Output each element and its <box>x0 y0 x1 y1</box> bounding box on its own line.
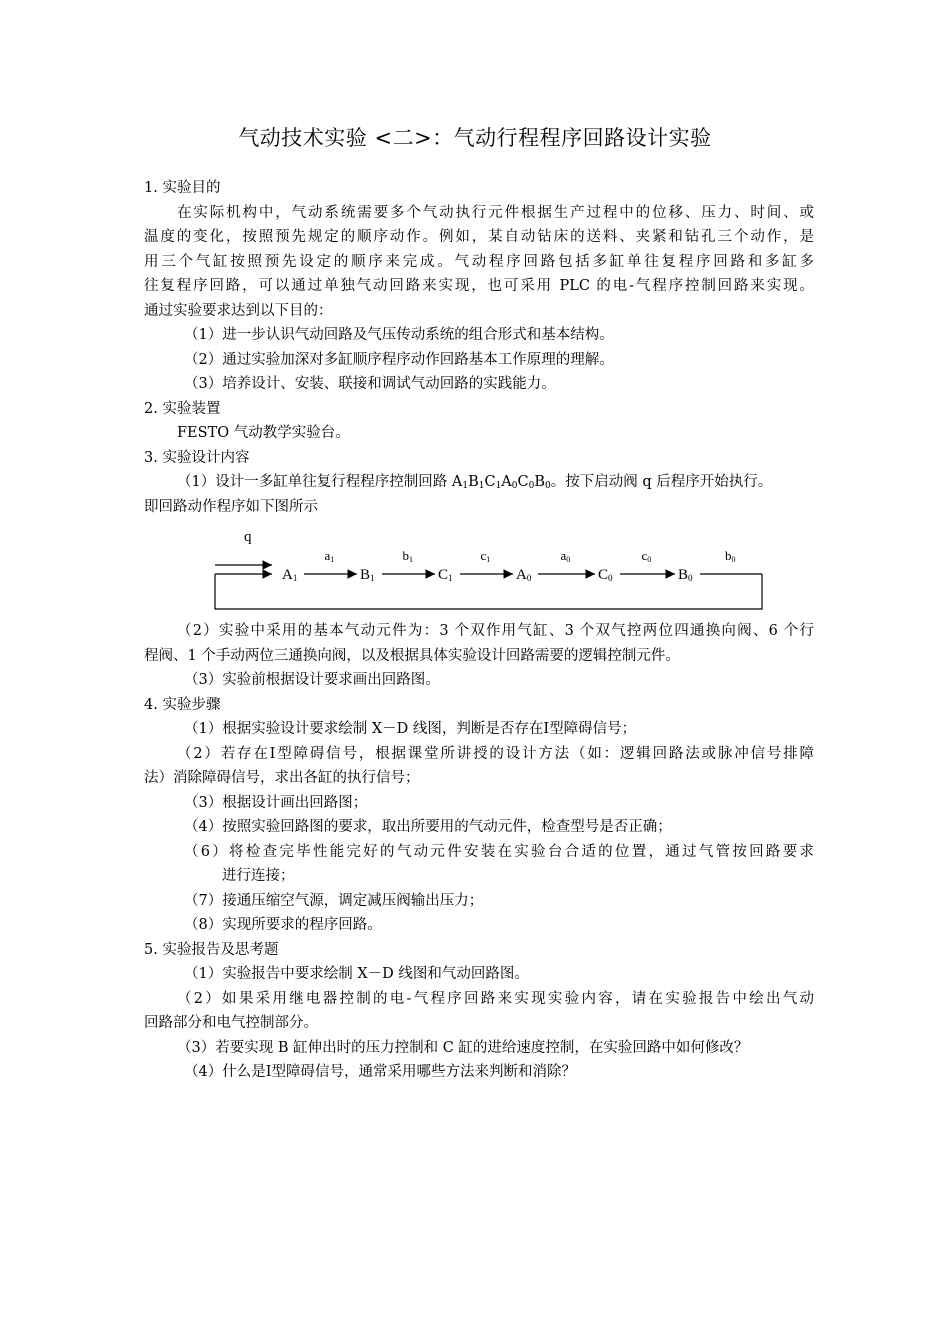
start-signal-label: q <box>244 529 252 545</box>
section-heading: 3. 实验设计内容 <box>144 449 250 466</box>
list-item: （3）实验前根据设计要求画出回路图。 <box>184 672 440 688</box>
sequence-formula: $A_1B_1C_1A_0C_0B_0$ <box>451 474 551 491</box>
list-item: （4）按照实验回路图的要求，取出所要用的气动元件，检查型号是否正确； <box>184 819 672 835</box>
paragraph-line: 法）消除障碍信号，求出各缸的执行信号； <box>144 770 420 786</box>
section-heading: 5. 实验报告及思考题 <box>144 941 279 958</box>
paragraph-line: FESTO 气动教学实验台。 <box>177 425 350 441</box>
list-item: （2）若存在Ⅰ型障碍信号，根据课堂所讲授的设计方法（如：逻辑回路法或脉冲信号排障 <box>177 745 814 762</box>
paragraph-line: 回路部分和电气控制部分。 <box>144 1015 318 1031</box>
section-heading: 1. 实验目的 <box>144 180 221 196</box>
sequence-node: B1 <box>360 567 375 583</box>
list-item: （4）什么是Ⅰ型障碍信号，通常采用哪些方法来判断和消除？ <box>184 1064 576 1080</box>
list-item: （3）若要实现 B 缸伸出时的压力控制和 C 缸的进给速度控制，在实验回路中如何修改？ <box>177 1039 749 1056</box>
design-item-1 <box>144 470 814 495</box>
item-text: （1）设计一多缸单往复行程程序控制回路 <box>177 474 452 490</box>
sequence-diagram <box>144 525 814 619</box>
section-heading: 4. 实验步骤 <box>144 696 221 713</box>
edge-label: a1 <box>324 548 335 564</box>
list-item: （1）根据实验设计要求绘制 X－D 线图，判断是否存在Ⅰ型障碍信号； <box>184 721 637 737</box>
sequence-node: A1 <box>282 567 298 583</box>
list-item: （3）培养设计、安装、联接和调试气动回路的实践能力。 <box>184 376 556 392</box>
edge-label: c1 <box>480 548 491 564</box>
sequence-node: C1 <box>438 567 453 583</box>
paragraph-line: 程阀、1 个手动两位三通换向阀，以及根据具体实验设计回路需要的逻辑控制元件。 <box>144 647 680 664</box>
list-item: （2）如果采用继电器控制的电-气程序回路来实现实验内容，请在实验报告中绘出气动 <box>177 990 814 1007</box>
document-title: 气动技术实验 <二>：气动行程程序回路设计实验 <box>238 126 712 150</box>
document-body <box>144 176 814 1085</box>
list-item: （6）将检查完毕性能完好的气动元件安装在实验台合适的位置，通过气管按回路要求 <box>184 843 814 860</box>
paragraph-line: 即回路动作程序如下图所示 <box>144 498 318 515</box>
paragraph-line: 进行连接； <box>222 868 295 884</box>
paragraph-line: （2）实验中采用的基本气动元件为：3 个双作用气缸、3 个双气控两位四通换向阀、6 个行 <box>177 623 814 639</box>
list-item: （2）通过实验加深对多缸顺序程序动作回路基本工作原理的理解。 <box>184 351 614 368</box>
paragraph-line: 往复程序回路，可以通过单独气动回路来实现，也可采用 PLC 的电-气程序控制回路来实现。 <box>144 278 814 294</box>
paragraph-line: 在实际机构中，气动系统需要多个气动执行元件根据生产过程中的位移、压力、时间、或 <box>177 204 814 221</box>
sequence-node: C0 <box>598 567 613 583</box>
list-item: （3）根据设计画出回路图； <box>184 794 368 811</box>
edge-label: a0 <box>560 548 571 564</box>
list-item: （8）实现所要求的程序回路。 <box>184 917 382 933</box>
sequence-node: A0 <box>516 567 532 583</box>
list-item: （1）实验报告中要求绘制 X－D 线图和气动回路图。 <box>184 966 529 982</box>
paragraph-line: 通过实验要求达到以下目的： <box>144 302 333 319</box>
edge-label: b1 <box>402 548 413 564</box>
edge-label: b0 <box>725 548 736 564</box>
sequence-diagram-svg <box>144 525 814 619</box>
item-text: 。按下启动阀 q 后程序开始执行。 <box>550 474 773 490</box>
section-heading: 2. 实验装置 <box>144 400 221 417</box>
sequence-node: B0 <box>678 567 693 583</box>
paragraph-line: 温度的变化，按照预先规定的顺序动作。例如，某自动钻床的送料、夹紧和钻孔三个动作，是 <box>144 229 814 245</box>
edge-label: c0 <box>641 548 652 564</box>
paragraph-line: 用三个气缸按照预先设定的顺序来完成。气动程序回路包括多缸单往复程序回路和多缸多 <box>144 253 814 270</box>
list-item: （1）进一步认识气动回路及气压传动系统的组合形式和基本结构。 <box>184 327 614 343</box>
list-item: （7）接通压缩空气源，调定减压阀输出压力； <box>184 892 484 909</box>
